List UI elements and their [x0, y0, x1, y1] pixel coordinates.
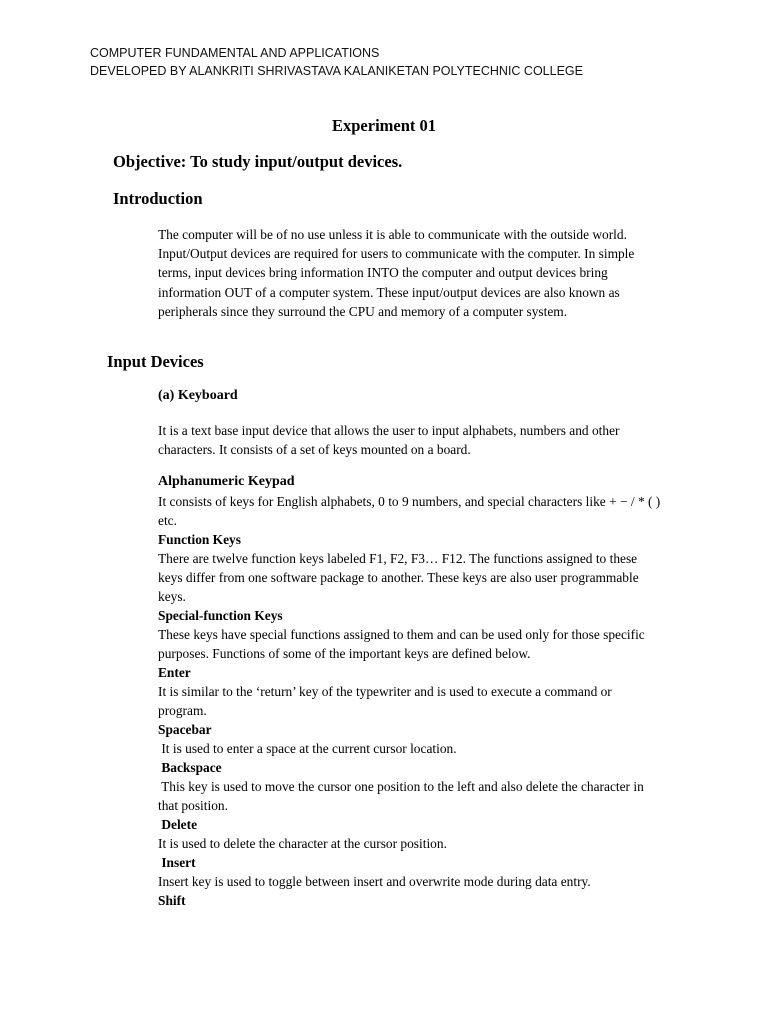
key-term: Function Keys — [158, 531, 241, 547]
paragraph-line: The computer will be of no use unless it is able to communicate with the outside world. — [158, 227, 627, 242]
keyboard-paragraph — [158, 421, 678, 459]
input-devices-heading: Input Devices — [107, 352, 204, 371]
introduction-heading: Introduction — [113, 189, 203, 208]
key-definition-line: This key is used to move the cursor one position to the left and also delete the character in — [158, 778, 644, 794]
header-course-title: COMPUTER FUNDAMENTAL AND APPLICATIONS — [90, 46, 380, 60]
key-definition-line: It is similar to the ‘return’ key of the typewriter and is used to execute a command or — [158, 683, 612, 699]
key-section-backspace — [158, 758, 678, 815]
document-header — [90, 44, 583, 80]
key-definition-line: There are twelve function keys labeled F1, F2, F3… F12. The functions assigned to these — [158, 550, 638, 566]
key-section-special-function — [158, 606, 678, 663]
key-section-enter — [158, 663, 678, 720]
key-definition-line: purposes. Functions of some of the important keys are defined below. — [158, 645, 531, 661]
key-definition-line: etc. — [158, 512, 177, 528]
paragraph-line: characters. It consists of a set of keys mounted on a board. — [158, 442, 471, 458]
key-term: Alphanumeric Keypad — [158, 474, 295, 489]
experiment-title: Experiment 01 — [331, 116, 437, 135]
key-section-function — [158, 530, 678, 606]
header-author-line: DEVELOPED BY ALANKRITI SHRIVASTAVA KALANIKETAN POLYTECHNIC COLLEGE — [90, 64, 583, 78]
objective-heading: Objective: To study input/output devices. — [113, 152, 403, 171]
key-section-shift — [158, 891, 678, 910]
key-term: Special-function Keys — [158, 607, 283, 623]
key-term: Enter — [158, 664, 191, 680]
introduction-paragraph — [158, 225, 678, 321]
key-section-spacebar — [158, 720, 678, 758]
key-term: Delete — [158, 816, 198, 832]
key-definitions — [158, 472, 678, 910]
key-term: Backspace — [158, 759, 222, 775]
paragraph-line: terms, input devices bring information INTO the computer and output devices bring — [158, 265, 608, 281]
key-definition-line: program. — [158, 702, 207, 718]
key-definition-line: It is used to delete the character at the cursor position. — [158, 835, 447, 851]
paragraph-line: peripherals since they surround the CPU and memory of a computer system. — [158, 303, 568, 319]
key-term: Insert — [158, 854, 196, 870]
key-term: Shift — [158, 892, 186, 908]
paragraph-line: information OUT of a computer system. These input/output devices are also known as — [158, 284, 620, 300]
key-definition-line: keys differ from one software package to another. These keys are also user programmable — [158, 569, 639, 585]
key-definition-line: These keys have special functions assigned to them and can be used only for those specific — [158, 626, 645, 642]
key-section-alphanumeric — [158, 472, 678, 530]
keyboard-heading: (a) Keyboard — [158, 388, 238, 403]
key-definition-line: It is used to enter a space at the current cursor location. — [158, 740, 457, 756]
key-definition-line: that position. — [158, 797, 228, 813]
key-section-delete — [158, 815, 678, 853]
key-definition-line: It consists of keys for English alphabets, 0 to 9 numbers, and special characters like + − / * ( ) — [158, 493, 661, 509]
key-definition-line: Insert key is used to toggle between insert and overwrite mode during data entry. — [158, 873, 591, 889]
key-term: Spacebar — [158, 721, 212, 737]
key-section-insert — [158, 853, 678, 891]
paragraph-line: Input/Output devices are required for users to communicate with the computer. In simple — [158, 246, 635, 262]
key-definition-line: keys. — [158, 588, 186, 604]
paragraph-line: It is a text base input device that allows the user to input alphabets, numbers and other — [158, 423, 620, 438]
